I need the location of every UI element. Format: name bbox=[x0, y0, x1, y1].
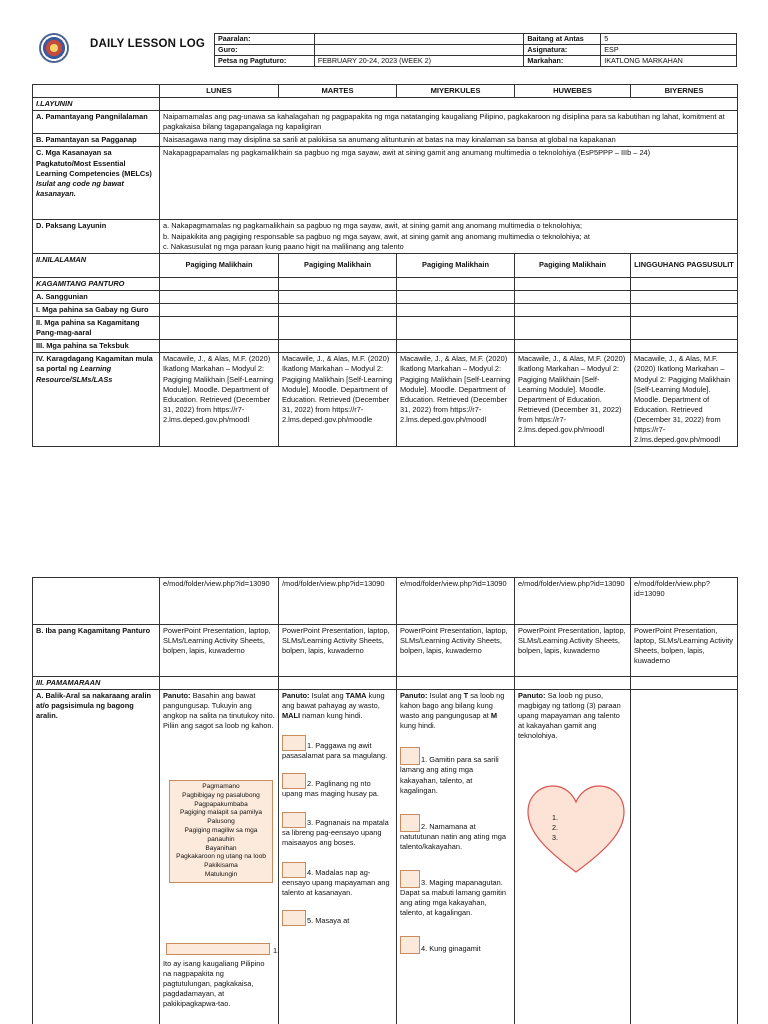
answer-box[interactable] bbox=[282, 812, 306, 828]
melc-label-cell bbox=[33, 147, 160, 220]
answer-box[interactable] bbox=[282, 910, 306, 926]
markahan-label: Markahan: bbox=[524, 56, 601, 67]
review-thursday bbox=[515, 690, 631, 1024]
review-friday bbox=[631, 690, 738, 1024]
day-friday: BIYERNES bbox=[631, 85, 738, 98]
materials-friday: PowerPoint Presentation, laptop, SLMs/Learning Activity Sheets, bolpen, lapis, kuwaderno bbox=[631, 625, 738, 677]
tuesday-instruction: Panuto: Isulat ang TAMA kung ang bawat pahayag ay wasto, MALI naman kung hindi. bbox=[282, 691, 385, 721]
paaralan-value bbox=[314, 34, 523, 45]
paksang-layunin-b: b. Naipakikita ang pagiging responsable sa pagbuo ng mga sayaw, awit, at sining gamit ang anomang multimedia o teknolohiya; at bbox=[163, 231, 590, 241]
day-tuesday: MARTES bbox=[279, 85, 397, 98]
gabay-guro-label: I. Mga pahina sa Gabay ng Guro bbox=[33, 303, 160, 316]
karagdagang-kagamitan-label: IV. Karagdagang Kagamitan mula sa portal ng Learning Resource/SLMs/LASs bbox=[33, 353, 160, 447]
day-thursday: HUWEBES bbox=[515, 85, 631, 98]
teksbuk-label: III. Mga pahina sa Teksbuk bbox=[33, 340, 160, 353]
melc-label: C. Mga Kasanayan sa Pagkatuto/Most Essential Learning Competencies (MELCs) bbox=[36, 148, 152, 178]
answer-box[interactable] bbox=[400, 870, 420, 888]
day-header-row bbox=[33, 85, 738, 98]
reference-tuesday: Macawile, J., & Alas, M.F. (2020) Ikatlong Markahan – Modyul 2: Pagiging Malikhain [Self-Learning Module]. Moodle. Department of Education. Retrieved (December 31, 2022) from https://r7-2.lms.deped.gov.ph/moodle bbox=[279, 353, 397, 447]
page-header bbox=[32, 33, 737, 70]
review-tuesday bbox=[279, 690, 397, 1024]
pamantayang-pangnilalaman-text: Naipamamalas ang pag-unawa sa kahalagahan ng pagpapakita ng mga natatanging kaugaliang Pilipino, pagkakaroon ng disiplina para sa kabutihan ng lahat, komitment at pagkakaisa bilang tagapangalaga ng kapaligiran bbox=[160, 111, 738, 134]
reference-friday: Macawile, J., & Alas, M.F. (2020) Ikatlong Markahan – Modyul 2: Pagiging Malikhain [Self-Learning Module]. Moodle. Department of Education. Retrieved (December 31, 2022) from https://r7-2.lms.deped.gov.ph/moodl bbox=[631, 353, 738, 447]
answer-box[interactable] bbox=[400, 814, 420, 832]
melc-text: Nakapagpapamalas ng pagkamalikhain sa pagbuo ng mga sayaw, awit at sining gamit ang anumang multimedia o teknolohiya (EsP5PPP – IIIb – 24) bbox=[160, 147, 738, 220]
pamamaraan-heading: III. PAMAMARAAN bbox=[33, 677, 160, 690]
asignatura-value: ESP bbox=[601, 45, 737, 56]
header-info-table bbox=[214, 33, 737, 67]
document-title: DAILY LESSON LOG bbox=[90, 38, 206, 50]
tuesday-item-1: 1. Paggawa ng awit pasasalamat para sa magulang. bbox=[282, 735, 393, 761]
lesson-log-table bbox=[32, 84, 738, 447]
url-monday: e/mod/folder/view.php?id=13090 bbox=[160, 578, 279, 625]
materials-thursday: PowerPoint Presentation, laptop, SLMs/Learning Activity Sheets, bolpen, lapis, kuwaderno bbox=[515, 625, 631, 677]
lesson-log-table-continued bbox=[32, 577, 738, 1024]
topic-wednesday: Pagiging Malikhain bbox=[397, 253, 515, 277]
tuesday-item-3: 3. Pagnanais na mpatala sa libreng pag-eensayo upang maisaayos ang boses. bbox=[282, 812, 393, 848]
answer-box[interactable] bbox=[282, 773, 306, 789]
guro-label: Guro: bbox=[215, 45, 315, 56]
review-wednesday bbox=[397, 690, 515, 1024]
answer-blank-1[interactable] bbox=[166, 943, 270, 955]
answer-box[interactable] bbox=[282, 735, 306, 751]
heart-answer-list: 1. 2. 3. bbox=[552, 813, 558, 843]
asignatura-label: Asignatura: bbox=[524, 45, 601, 56]
monday-instruction: Panuto: Basahin ang bawat pangungusap. Tukuyin ang angkop na salita na tinutukoy nito. Piliin ang sagot sa loob ng kahon. bbox=[163, 691, 275, 731]
reference-monday: Macawile, J., & Alas, M.F. (2020) Ikatlong Markahan – Modyul 2: Pagiging Malikhain [Self-Learning Module]. Moodle. Department of Education. Retrieved (December 31, 2022) from https://r7-2.lms.deped.gov.ph/moodl bbox=[160, 353, 279, 447]
kagamitan-heading: KAGAMITANG PANTURO bbox=[33, 277, 160, 290]
guro-value bbox=[314, 45, 523, 56]
word-choice-box: Pagmamano Pagbibigay ng pasalubong Pagpapakumbaba Pagiging malapit sa pamilya Palusong Pagiging magiliw sa mga panauhin Bayanihan Pagkakaroon ng utang na loob Pakikisama Matulungin bbox=[169, 780, 273, 883]
thursday-instruction: Panuto: Sa loob ng puso, magbigay ng tatlong (3) paraan upang mapayaman ang talento at kakayahan gamit ang teknolohiya. bbox=[518, 691, 621, 741]
monday-item-1-number: 1. bbox=[273, 946, 280, 956]
topic-friday: LINGGUHANG PAGSUSULIT bbox=[631, 253, 738, 277]
wednesday-item-4: 4. Kung ginagamit bbox=[400, 936, 511, 954]
answer-box[interactable] bbox=[400, 747, 420, 765]
answer-box[interactable] bbox=[282, 862, 306, 878]
balik-aral-label: A. Balik-Aral sa nakaraang aralin at/o pagsisimula ng bagong aralin. bbox=[33, 690, 160, 1024]
tuesday-item-4: 4. Madalas nap ag-eensayo upang mapayaman ang talento at kasanayan. bbox=[282, 862, 393, 898]
nilalaman-heading: II.NILALAMAN bbox=[33, 253, 160, 277]
melc-note: Isulat ang code ng bawat kasanayan. bbox=[36, 178, 124, 198]
reference-thursday: Macawile, J., & Alas, M.F. (2020) Ikatlong Markahan – Modyul 2: Pagiging Malikhain [Self-Learning Module]. Moodle. Department of Education. Retrieved (December 31, 2022) from https://r7-2.lms.deped.gov.ph/moodl bbox=[515, 353, 631, 447]
url-wednesday: e/mod/folder/view.php?id=13090 bbox=[397, 578, 515, 625]
paksang-layunin-a: a. Nakapagmamalas ng pagkamalikhain sa pagbuo ng mga sayaw, awit, at sining gamit ang anomang multimedia o teknolohiya; bbox=[163, 221, 583, 231]
paksang-layunin-c: c. Nakasusulat ng mga paraan kung paano higit na malilinang ang talento bbox=[163, 241, 404, 251]
url-tuesday: /mod/folder/view.php?id=13090 bbox=[279, 578, 397, 625]
materials-monday: PowerPoint Presentation, laptop, SLMs/Learning Activity Sheets, bolpen, lapis, kuwaderno bbox=[160, 625, 279, 677]
baitang-value: 5 bbox=[601, 34, 737, 45]
paksang-layunin-cell bbox=[160, 220, 738, 253]
pamantayan-sa-pagganap-text: Naisasagawa nang may disiplina sa sarili at pakikiisa sa anumang alituntunin at batas na may kinalaman sa bansa at global na kapakanan bbox=[160, 134, 738, 147]
deped-seal-icon bbox=[39, 33, 69, 63]
wednesday-item-2: 2. Namamana at natututunan natin ang ating mga talento/kakayahan. bbox=[400, 814, 511, 852]
paksang-layunin-label: D. Paksang Layunin bbox=[33, 220, 160, 253]
petsa-value: FEBRUARY 20-24, 2023 (WEEK 2) bbox=[314, 56, 523, 67]
answer-box[interactable] bbox=[400, 936, 420, 954]
kagamitang-mag-aaral-label: II. Mga pahina sa Kagamitang Pang-mag-aaral bbox=[33, 317, 160, 340]
sanggunian-label: A. Sanggunian bbox=[33, 290, 160, 303]
petsa-label: Petsa ng Pagtuturo: bbox=[215, 56, 315, 67]
reference-wednesday: Macawile, J., & Alas, M.F. (2020) Ikatlong Markahan – Modyul 2: Pagiging Malikhain [Self-Learning Module]. Moodle. Department of Education. Retrieved (December 31, 2022) from https://r7-2.lms.deped.gov.ph/moodl bbox=[397, 353, 515, 447]
day-wednesday: MIYERKULES bbox=[397, 85, 515, 98]
tuesday-item-2: 2. Paglinang ng nto upang mas maging husay pa. bbox=[282, 773, 393, 799]
topic-monday: Pagiging Malikhain bbox=[160, 253, 279, 277]
day-monday: LUNES bbox=[160, 85, 279, 98]
wednesday-item-3: 3. Maging mapanagutan. Dapat sa mabuti lamang gamitin ang ating mga kakayahan, talento, at kagalingan. bbox=[400, 870, 511, 918]
wednesday-instruction: Panuto: Isulat ang T sa loob ng kahon bago ang bilang kung wasto ang pangungusap at M kung hindi. bbox=[400, 691, 505, 731]
markahan-value: IKATLONG MARKAHAN bbox=[601, 56, 737, 67]
iba-pang-kagamitan-label: B. Iba pang Kagamitang Panturo bbox=[33, 625, 160, 677]
heart-shape-icon bbox=[526, 784, 626, 876]
paaralan-label: Paaralan: bbox=[215, 34, 315, 45]
materials-tuesday: PowerPoint Presentation, laptop, SLMs/Learning Activity Sheets, bolpen, lapis, kuwaderno bbox=[279, 625, 397, 677]
url-friday: e/mod/folder/view.php?id=13090 bbox=[631, 578, 738, 625]
topic-tuesday: Pagiging Malikhain bbox=[279, 253, 397, 277]
pamantayan-sa-pagganap-label: B. Pamantayan sa Pagganap bbox=[33, 134, 160, 147]
tuesday-item-5: 5. Masaya at bbox=[282, 910, 393, 926]
wednesday-item-1: 1. Gamitin para sa sarili lamang ang ating mga kakayahan, talento, at kagalingan. bbox=[400, 747, 511, 795]
topic-thursday: Pagiging Malikhain bbox=[515, 253, 631, 277]
layunin-heading: I.LAYUNIN bbox=[33, 98, 160, 111]
pamantayang-pangnilalaman-label: A. Pamantayang Pangnilalaman bbox=[33, 111, 160, 134]
review-monday bbox=[160, 690, 279, 1024]
url-thursday: e/mod/folder/view.php?id=13090 bbox=[515, 578, 631, 625]
baitang-label: Baitang at Antas bbox=[524, 34, 601, 45]
monday-item-1: Ito ay isang kaugaliang Pilipino na nagpapakita ng pagtutulungan, pagkakaisa, pagdadamayan, at pakikipagkapwa-tao. bbox=[163, 959, 265, 1009]
materials-wednesday: PowerPoint Presentation, laptop, SLMs/Learning Activity Sheets, bolpen, lapis, kuwaderno bbox=[397, 625, 515, 677]
